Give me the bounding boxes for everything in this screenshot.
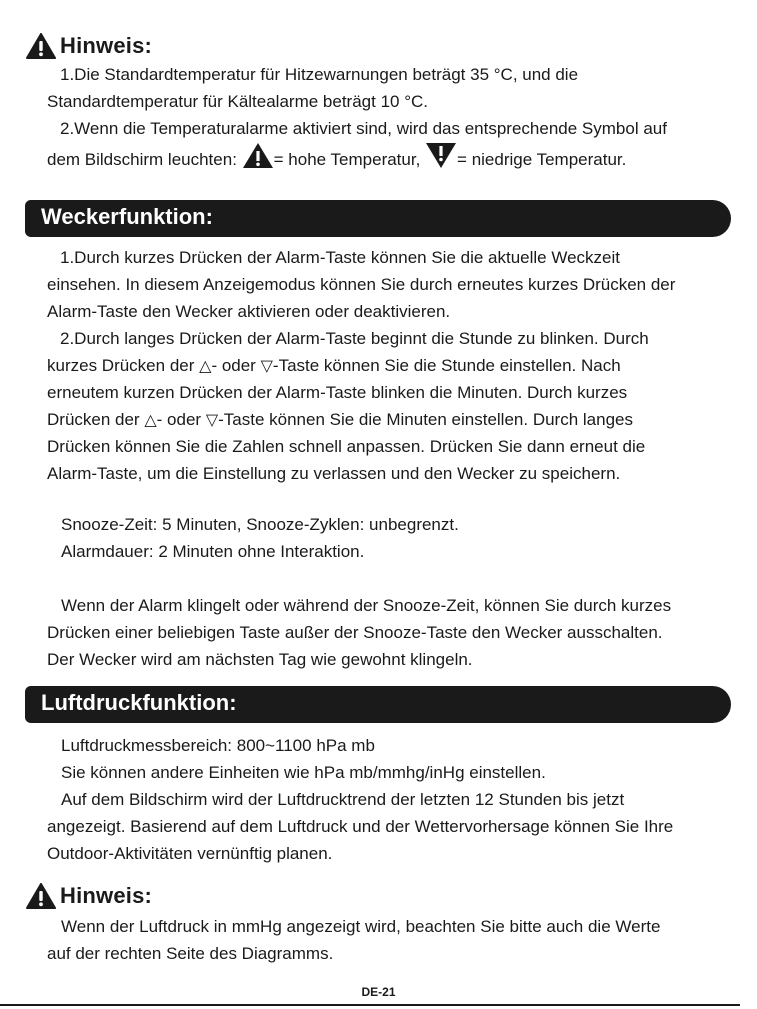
section-title-luftdruck: Luftdruckfunktion:	[41, 690, 237, 715]
wecker-line: Drücken einer beliebigen Taste außer der Snooze-Taste den Wecker ausschalten.	[47, 623, 663, 642]
down-triangle-icon: ▽	[205, 410, 219, 429]
luftdruck-line: Sie können andere Einheiten wie hPa mb/mmhg/inHg einstellen.	[61, 763, 546, 782]
wecker-line: Alarm-Taste, um die Einstellung zu verlassen und den Wecker zu speichern.	[47, 464, 621, 483]
high-temp-alarm-icon	[242, 142, 274, 169]
wecker-line: Drücken können Sie die Zahlen schnell anpassen. Drücken Sie dann erneut die	[47, 437, 646, 456]
section-bar-luftdruck	[25, 686, 731, 723]
hinweis1-line: = hohe Temperatur,	[273, 150, 421, 169]
footer-divider	[0, 1004, 740, 1006]
wecker-line: -Taste können Sie die Stunde einstellen. Nach	[272, 356, 621, 375]
hinweis2-text	[47, 913, 737, 967]
wecker-line: Snooze-Zeit: 5 Minuten, Snooze-Zyklen: unbegrenzt.	[61, 515, 459, 534]
wecker-p3	[47, 592, 737, 673]
hinweis1-line: = niedrige Temperatur.	[457, 150, 627, 169]
wecker-line: einsehen. In diesem Anzeigemodus können Sie durch erneutes kurzes Drücken der	[47, 275, 676, 294]
hinweis2-line: Wenn der Luftdruck in mmHg angezeigt wird, beachten Sie bitte auch die Werte	[61, 917, 661, 936]
wecker-line: Der Wecker wird am nächsten Tag wie gewohnt klingeln.	[47, 650, 473, 669]
wecker-p1	[47, 244, 737, 325]
wecker-snooze	[47, 511, 737, 565]
page-number: DE-21	[361, 985, 396, 999]
up-triangle-icon: △	[144, 410, 157, 429]
wecker-line: kurzes Drücken der	[47, 356, 195, 375]
warning-icon	[26, 883, 56, 909]
hinweis-title-1: Hinweis:	[60, 33, 153, 58]
hinweis-heading-2	[26, 883, 152, 909]
down-triangle-icon: ▽	[260, 356, 273, 375]
low-temp-alarm-icon	[425, 142, 457, 169]
section-bar-wecker	[25, 200, 731, 237]
hinweis1-text	[47, 61, 737, 173]
luftdruck-line: Outdoor-Aktivitäten vernünftig planen.	[47, 844, 333, 863]
hinweis-heading-1	[26, 33, 152, 59]
hinweis2-line: auf der rechten Seite des Diagramms.	[47, 944, 334, 963]
hinweis1-line: Standardtemperatur für Kältealarme beträgt 10 °C.	[47, 92, 428, 111]
wecker-line: -Taste können Sie die Minuten einstellen. Durch langes	[218, 410, 633, 429]
luftdruck-text	[47, 732, 737, 867]
wecker-line: Wenn der Alarm klingelt oder während der Snooze-Zeit, können Sie durch kurzes	[61, 596, 672, 615]
wecker-line: Alarm-Taste den Wecker aktivieren oder deaktivieren.	[47, 302, 451, 321]
wecker-line: 2.Durch langes Drücken der Alarm-Taste beginnt die Stunde zu blinken. Durch	[60, 329, 649, 348]
warning-icon	[26, 33, 56, 59]
wecker-line: - oder	[211, 356, 256, 375]
luftdruck-line: Luftdruckmessbereich: 800~1100 hPa mb	[61, 736, 375, 755]
wecker-line: Drücken der	[47, 410, 140, 429]
wecker-line: Alarmdauer: 2 Minuten ohne Interaktion.	[61, 542, 365, 561]
hinweis1-line: 1.Die Standardtemperatur für Hitzewarnungen beträgt 35 °C, und die	[60, 65, 579, 84]
wecker-line: 1.Durch kurzes Drücken der Alarm-Taste können Sie die aktuelle Weckzeit	[60, 248, 620, 267]
luftdruck-line: Auf dem Bildschirm wird der Luftdrucktrend der letzten 12 Stunden bis jetzt	[61, 790, 625, 809]
hinweis-title-2: Hinweis:	[60, 883, 153, 908]
luftdruck-line: angezeigt. Basierend auf dem Luftdruck und der Wettervorhersage können Sie Ihre	[47, 817, 674, 836]
section-title-wecker: Weckerfunktion:	[41, 204, 213, 229]
up-triangle-icon: △	[199, 356, 212, 375]
hinweis1-line: dem Bildschirm leuchten:	[47, 150, 237, 169]
wecker-p2	[47, 325, 737, 487]
wecker-line: erneutem kurzen Drücken der Alarm-Taste blinken die Minuten. Durch kurzes	[47, 383, 628, 402]
wecker-line: - oder	[156, 410, 202, 429]
hinweis1-line: 2.Wenn die Temperaturalarme aktiviert sind, wird das entsprechende Symbol auf	[60, 119, 667, 138]
